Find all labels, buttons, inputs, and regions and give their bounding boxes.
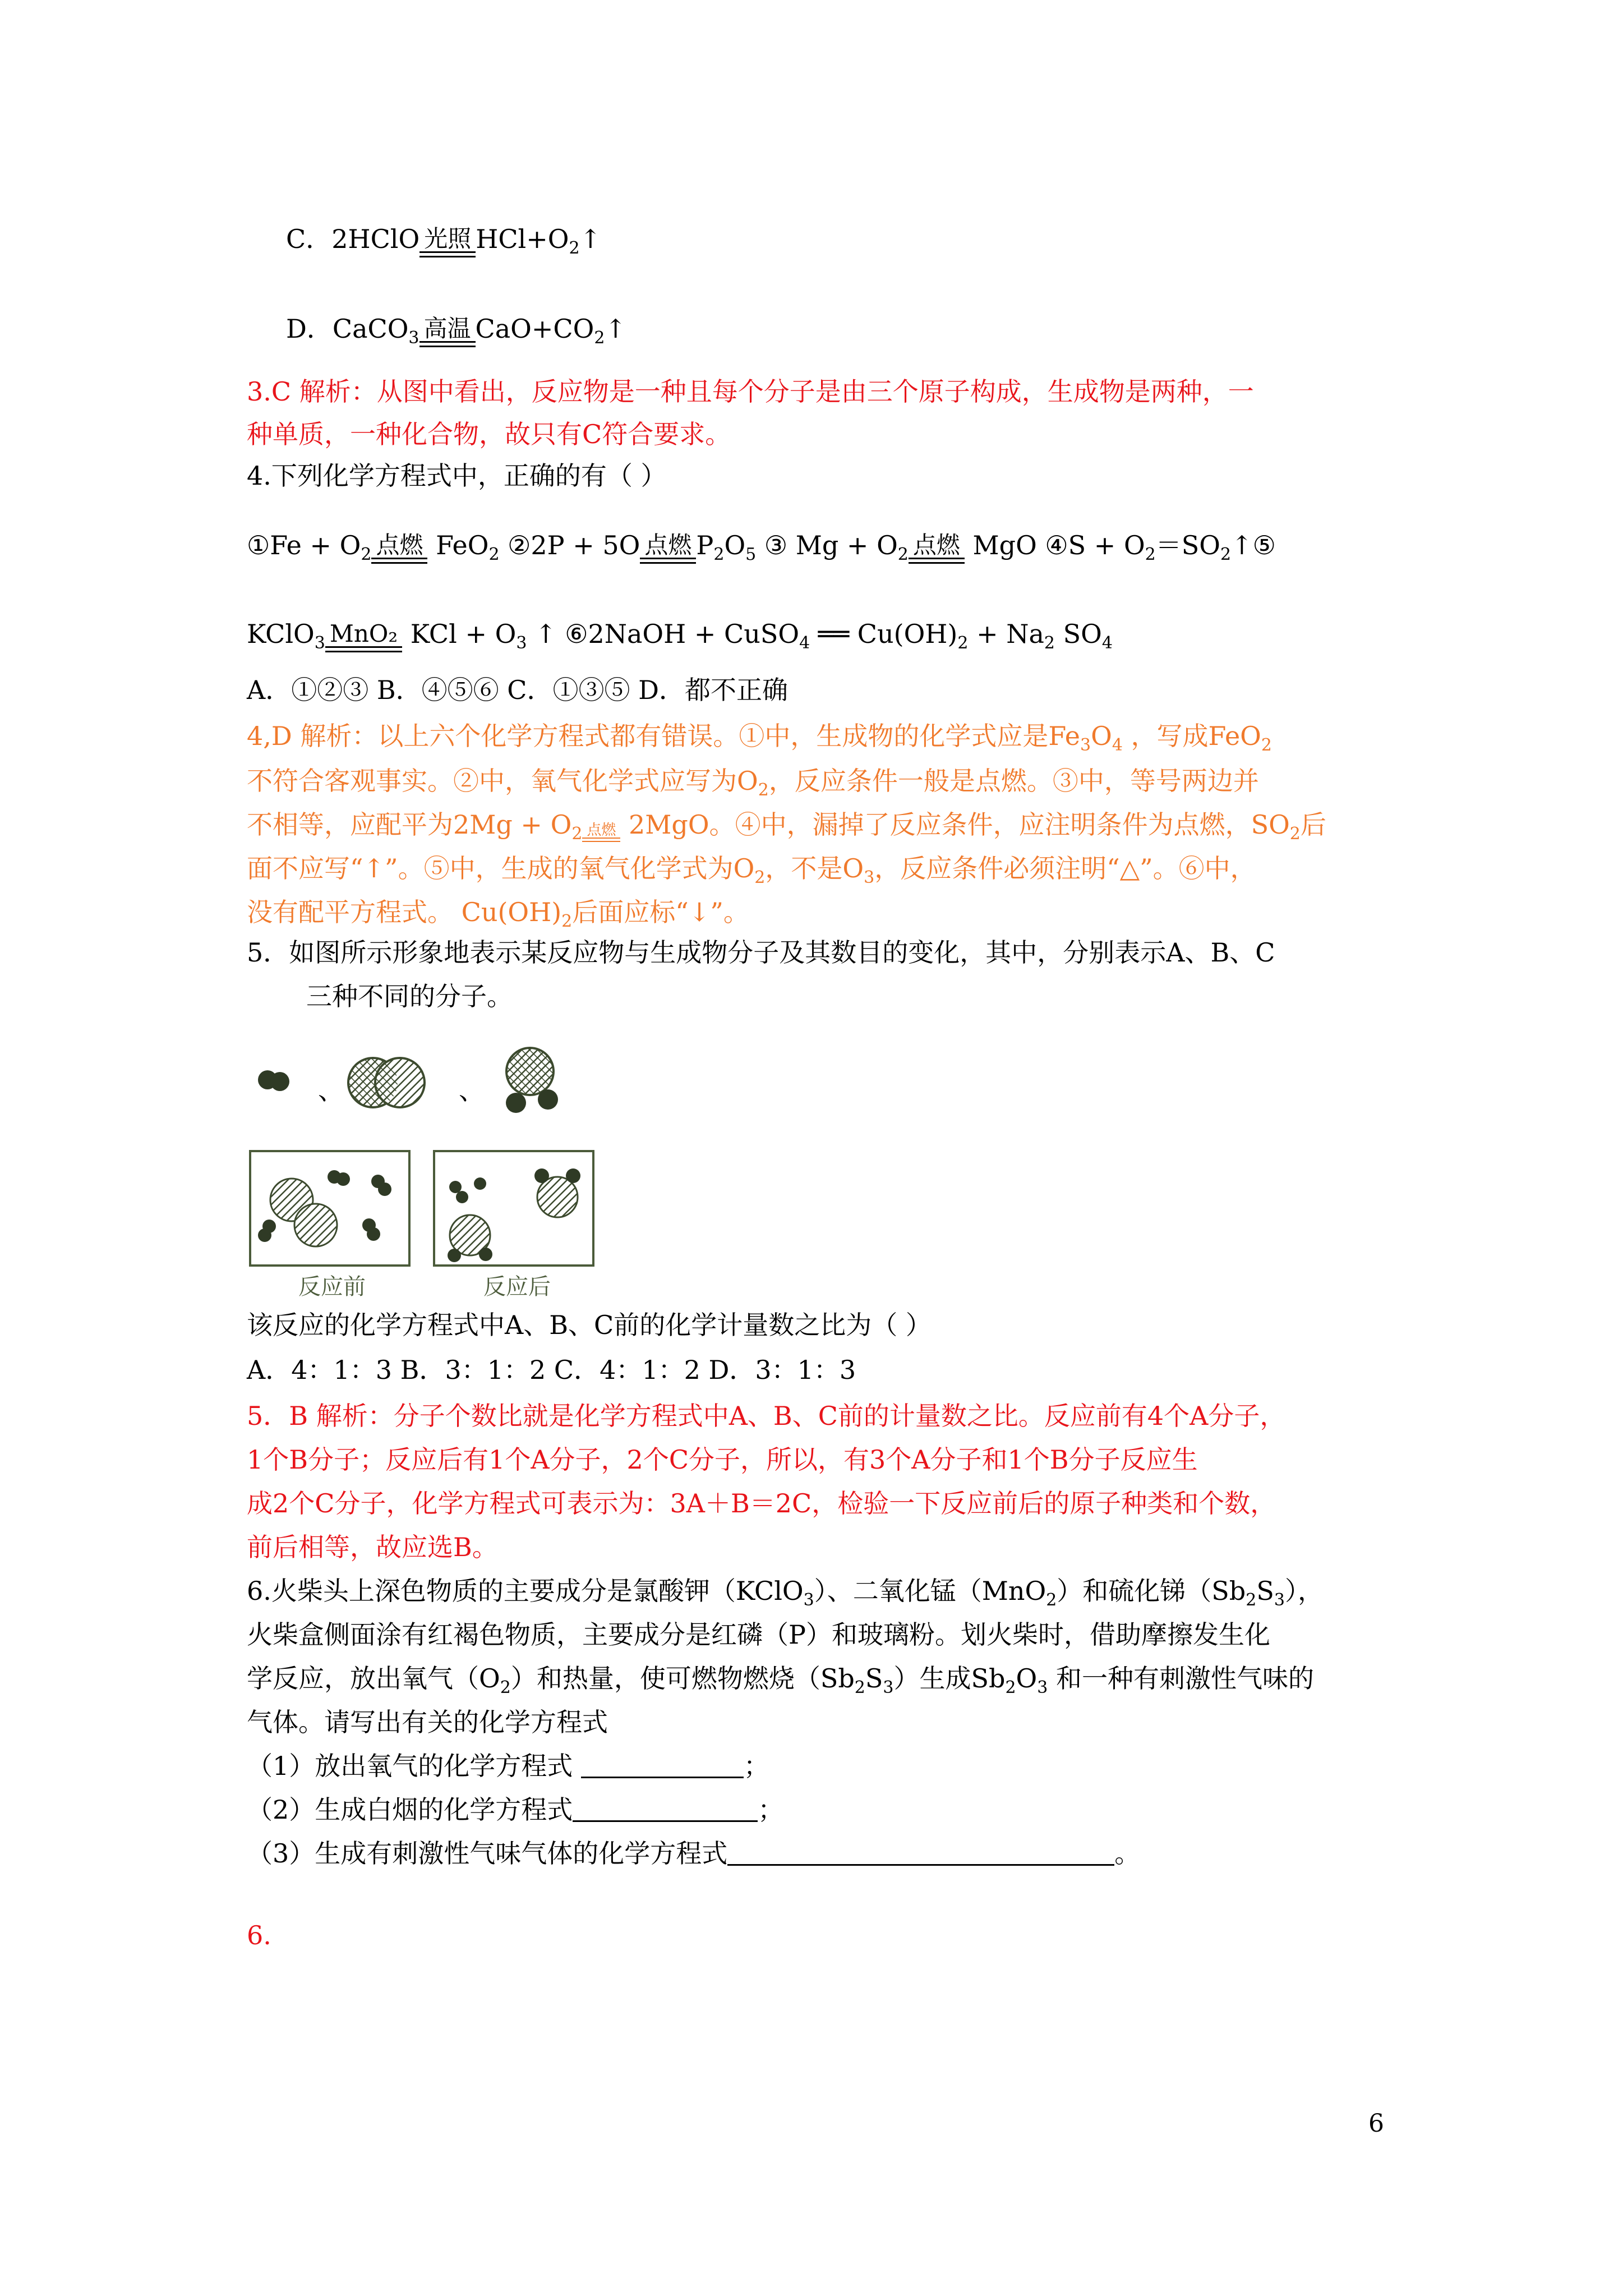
q4-answer-line3: 不相等，应配平为$2Mg + O_2$ 点燃 2MgO。④中，漏掉了反应条件，应注明条件为点燃，$SO_2$后 [247,809,1326,844]
page-number: 6 [1368,2109,1384,2138]
q3-answer-line1: 3.C 解析：从图中看出，反应物是一种且每个分子是由三个原子构成，生成物是两种，一 [247,376,1254,407]
caption-after: 反应后 [483,1274,551,1300]
q5-answer-line1: 5．B 解析：分子个数比就是化学方程式中A、B、C前的计量数之比。反应前有4个A分子， [247,1401,1286,1431]
molecule-c-icon [506,1048,558,1113]
q4-stem: 4.下列化学方程式中，正确的有（ ） [247,461,667,491]
after-reaction-box [433,1150,594,1267]
molecule-a-icon [258,1070,289,1091]
q6-line4: 气体。请写出有关的化学方程式 [247,1707,608,1737]
option-c: C．2HClO 光照 $HCl+O_2↑$ [286,224,602,258]
q5-options: A．4：1：3 B．3：1：2 C．4：1：2 D．3：1：3 [247,1355,856,1385]
legend-separator-1: 、 [318,1075,344,1106]
legend-separator-2: 、 [459,1075,485,1106]
q5-answer-line3: 成2个C分子，化学方程式可表示为：3A＋B＝2C，检验一下反应前后的原子种类和个数， [247,1488,1276,1519]
q3-answer-line2: 种单质，一种化合物，故只有C符合要求。 [247,419,731,449]
q4-answer-line1: 4,D 解析：以上六个化学方程式都有错误。①中，生成物的化学式应是$Fe_3O_4$ ，写成FeO$_2$ [247,721,1272,755]
q6-line2: 火柴盒侧面涂有红褐色物质，主要成分是红磷（P）和玻璃粉。划火柴时，借助摩擦发生化 [247,1619,1270,1650]
molecule-b-icon [348,1058,425,1107]
answer-blank-1[interactable] [581,1751,744,1778]
q4-equations-line2: KClO$_3$ MnO₂ KCl + $O_3$ ↑ ⑥2NaOH + CuSO$_4$ ══ $Cu(OH)_2 + Na_2$ $SO_4$ [247,619,1113,653]
q4-answer-line5: 没有配平方程式。 $Cu(OH)_2$后面应标“↓”。 [247,897,749,931]
q6-line1: 6.火柴头上深色物质的主要成分是氯酸钾（KClO$_3$）、二氧化锰（MnO$_2$）和硫化锑$(Sb_2S_3)$， [247,1576,1324,1610]
q4-answer-line4: 面不应写“↑”。⑤中，生成的氧气化学式为$O_2$，不是$O_3$，反应条件必须注明“△”。⑥中， [247,853,1256,887]
before-reaction-box [249,1150,411,1267]
answer-blank-2[interactable] [573,1795,758,1822]
q4-answer-line2: 不符合客观事实。②中，氧气化学式应写为$O_2$，反应条件一般是点燃。③中，等号两边并 [247,766,1259,800]
molecule-legend [255,1038,592,1133]
q5-question: 该反应的化学方程式中A、B、C前的化学计量数之比为（ ） [247,1310,932,1340]
q4-equations-line1: ①Fe + $O_2$ 点燃 FeO$_2$ ②2P + 5O 点燃 $P_2O_5$ ③ $Mg + O_2$ 点燃 MgO ④S + $O_2=SO_2↑⑤$ [247,530,1276,564]
q5-stem-line2: 三种不同的分子。 [306,981,513,1011]
q5-answer-line4: 前后相等，故应选B。 [247,1532,498,1562]
q4-options: A．①②③ B．④⑤⑥ C．①③⑤ D．都不正确 [247,675,788,705]
q6-line3: 学反应，放出氧气$(O_2)$和热量，使可燃物燃烧$(Sb_2S_3)$生成$Sb_2O_3$ 和一种有刺激性气味的 [247,1663,1314,1697]
caption-before: 反应前 [298,1274,366,1300]
q5-stem-line1: 5．如图所示形象地表示某反应物与生成物分子及其数目的变化，其中，分别表示A、B、C [247,937,1275,968]
q6-sub2: （2）生成白烟的化学方程式 ； [247,1795,784,1825]
option-d: D．CaCO$_3$ 高温 $CaO+CO_2↑$ [286,314,626,348]
q6-sub3: （3）生成有刺激性气味气体的化学方程式 。 [247,1838,1141,1869]
q6-answer: 6. [247,1920,271,1950]
q6-sub1: （1）放出氧气的化学方程式 ； [247,1751,769,1781]
answer-blank-3[interactable] [727,1838,1114,1866]
q5-answer-line2: 1个B分子；反应后有1个A分子，2个C分子，所以，有3个A分子和1个B分子反应生 [247,1444,1198,1475]
